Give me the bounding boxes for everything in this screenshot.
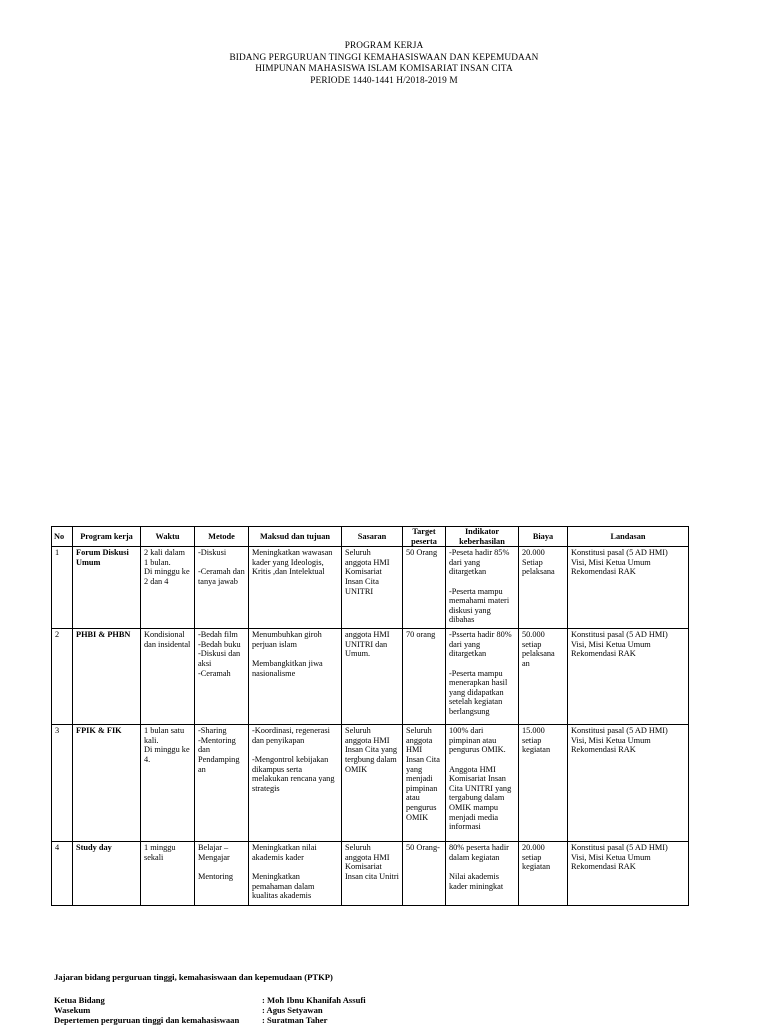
cell-sasaran xyxy=(342,629,403,725)
cell-biaya xyxy=(519,547,568,629)
document-header xyxy=(0,41,768,87)
col-header-target: Target peserta xyxy=(403,527,446,547)
cell-text: 20.000 Setiap pelaksana xyxy=(522,548,555,577)
cell-landasan xyxy=(568,725,689,842)
cell-text: -Peseta hadir 85% dari yang ditargetkan xyxy=(449,548,510,577)
staff-name: : Agus Setyawan xyxy=(262,1005,323,1015)
cell-text: 80% peserta hadir dalam kegiatan xyxy=(449,843,509,862)
table-row xyxy=(52,629,689,725)
cell-maksud xyxy=(249,629,342,725)
cell-biaya xyxy=(519,725,568,842)
cell-text: Di minggu ke 2 dan 4 xyxy=(144,567,190,586)
cell-text: Seluruh anggota HMI Komisariat Insan cita Unitri xyxy=(345,843,399,881)
col-header-biaya: Biaya xyxy=(519,527,568,547)
cell-text: Seluruh anggota HMI Insan Cita yang tergbung dalam OMIK xyxy=(345,726,398,774)
table-header-row xyxy=(52,527,689,547)
cell-text: Seluruh anggota HMI Insan Cita yang menjadi pimpinan atau pengurus OMIK xyxy=(406,726,440,822)
staff-row xyxy=(54,1005,754,1015)
cell-no: 4 xyxy=(52,842,73,906)
cell-text xyxy=(252,649,338,659)
cell-maksud xyxy=(249,725,342,842)
cell-metode xyxy=(195,842,249,906)
cell-maksud xyxy=(249,842,342,906)
cell-text: -Diskusi xyxy=(198,548,227,558)
staff-row xyxy=(54,995,754,1005)
cell-text xyxy=(252,745,338,755)
cell-text: Konstitusi pasal (5 AD HMI) Visi, Misi Ketua Umum Rekomendasi RAK xyxy=(571,630,668,659)
cell-text: Study day xyxy=(76,843,112,853)
cell-text: FPIK & FIK xyxy=(76,726,122,736)
cell-text: 15.000 setiap kegiatan xyxy=(522,726,551,755)
cell-text: -Diskusi dan aksi xyxy=(198,649,241,668)
cell-indikator xyxy=(446,725,519,842)
cell-indikator xyxy=(446,842,519,906)
cell-program xyxy=(73,547,141,629)
staff-role: Depertemen perguruan tinggi dan kemahasiswaan xyxy=(54,1015,240,1025)
cell-text: 100% dari pimpinan atau pengurus OMIK. xyxy=(449,726,506,755)
table-row xyxy=(52,725,689,842)
table-row xyxy=(52,842,689,906)
cell-text: Nilai akademis kader miningkat xyxy=(449,871,504,891)
cell-text: 2 kali dalam 1 bulan. xyxy=(144,548,186,567)
cell-text xyxy=(449,577,515,587)
cell-text: -Mengontrol kebijakan dikampus serta melakukan rencana yang strategis xyxy=(252,754,335,793)
cell-text: Konstitusi pasal (5 AD HMI) Visi, Misi Ketua Umum Rekomendasi RAK xyxy=(571,548,668,577)
cell-sasaran xyxy=(342,725,403,842)
staff-name: : Moh Ibnu Khanifah Assufi xyxy=(262,995,366,1005)
cell-biaya xyxy=(519,629,568,725)
header-organization: HIMPUNAN MAHASISWA ISLAM KOMISARIAT INSAN CITA xyxy=(255,64,513,75)
header-period: PERIODE 1440-1441 H/2018-2019 M xyxy=(310,75,458,86)
col-header-no: No xyxy=(52,527,73,547)
cell-waktu xyxy=(141,629,195,725)
cell-metode xyxy=(195,725,249,842)
cell-text xyxy=(449,755,515,765)
cell-text xyxy=(449,862,515,872)
cell-no: 1 xyxy=(52,547,73,629)
cell-text: Meningkatkan pemahaman dalam kualitas akademis xyxy=(252,871,315,901)
col-header-indikator: Indikator keberhasilan xyxy=(446,527,519,547)
cell-text: -Peserta mampu memahami materi diskusi yang dibahas xyxy=(449,586,510,625)
cell-text: 1 minggu sekali xyxy=(144,843,176,862)
cell-program xyxy=(73,842,141,906)
col-header-sasaran: Sasaran xyxy=(342,527,403,547)
cell-text xyxy=(252,862,338,872)
cell-target xyxy=(403,842,446,906)
col-header-maksud: Maksud dan tujuan xyxy=(249,527,342,547)
staff-title: Jajaran bidang perguruan tinggi, kemahasiswaan dan kepemudaan (PTKP) xyxy=(54,972,333,982)
cell-text: Membangkitkan jiwa nasionalisme xyxy=(252,658,323,678)
cell-text: -Peserta mampu menerapkan hasil yang didapatkan setelah kegiatan berlangsung xyxy=(449,668,508,716)
cell-text: -Bedah film xyxy=(198,630,238,640)
cell-text: 1 bulan satu kali. xyxy=(144,726,185,745)
col-header-waktu: Waktu xyxy=(141,527,195,547)
cell-text xyxy=(198,558,245,568)
cell-text: -Ceramah xyxy=(198,668,231,678)
header-field: BIDANG PERGURUAN TINGGI KEMAHASISWAAN DAN KEPEMUDAAN xyxy=(229,52,539,63)
cell-text: -Psserta hadir 80% dari yang ditargetkan xyxy=(449,630,512,659)
col-header-metode: Metode xyxy=(195,527,249,547)
cell-text: 50 Orang xyxy=(406,548,438,558)
cell-text: Anggota HMI Komisariat Insan Cita UNITRI yang tergabung dalam OMIK mampu menjadi media informasi xyxy=(449,764,512,832)
cell-text: Di minggu ke 4. xyxy=(144,745,190,764)
staff-name: : Suratman Taher xyxy=(262,1015,328,1025)
col-header-program: Program kerja xyxy=(73,527,141,547)
cell-text xyxy=(198,862,245,872)
staff-role: Ketua Bidang xyxy=(54,995,105,1005)
cell-indikator xyxy=(446,629,519,725)
cell-text: Konstitusi pasal (5 AD HMI) Visi, Misi Ketua Umum Rekomendasi RAK xyxy=(571,726,668,755)
table-row xyxy=(52,547,689,629)
cell-target xyxy=(403,725,446,842)
program-table xyxy=(51,526,689,906)
cell-text: anggota HMI UNITRI dan Umum. xyxy=(345,630,390,659)
cell-metode xyxy=(195,547,249,629)
cell-maksud xyxy=(249,547,342,629)
cell-indikator xyxy=(446,547,519,629)
cell-text: Konstitusi pasal (5 AD HMI) Visi, Misi Ketua Umum Rekomendasi RAK xyxy=(571,843,668,872)
cell-no: 3 xyxy=(52,725,73,842)
cell-text: 20.000 setiap kegiatan xyxy=(522,843,551,872)
cell-text: PHBI & PHBN xyxy=(76,630,131,640)
cell-no: 2 xyxy=(52,629,73,725)
cell-text: Meningkatkan wawasan kader yang Ideologis, Kritis ,dan Intelektual xyxy=(252,548,333,577)
cell-waktu xyxy=(141,725,195,842)
cell-text: Mentoring xyxy=(198,871,234,881)
cell-metode xyxy=(195,629,249,725)
cell-text: 70 orang xyxy=(406,630,436,640)
cell-text: -Koordinasi, regenerasi dan penyikapan xyxy=(252,726,330,745)
cell-text: -Sharing xyxy=(198,726,227,736)
cell-text: Kondisional dan insidental xyxy=(144,630,191,649)
cell-text: -Bedah buku xyxy=(198,639,241,649)
cell-text xyxy=(449,659,515,669)
cell-program xyxy=(73,725,141,842)
cell-text: 50 Orang- xyxy=(406,843,440,853)
cell-text: Belajar – Mengajar xyxy=(198,843,230,862)
cell-text: Menumbuhkan giroh perjuan islam xyxy=(252,630,322,649)
cell-text: 50.000 setiap pelaksana an xyxy=(522,630,555,668)
staff-role: Wasekum xyxy=(54,1005,91,1015)
cell-text: Seluruh anggota HMI Komisariat Insan Cita UNITRI xyxy=(345,548,390,596)
cell-sasaran xyxy=(342,842,403,906)
cell-biaya xyxy=(519,842,568,906)
col-header-landasan: Landasan xyxy=(568,527,689,547)
cell-text: -Ceramah dan tanya jawab xyxy=(198,567,245,586)
cell-waktu xyxy=(141,842,195,906)
cell-text: Meningkatkan nilai akademis kader xyxy=(252,843,317,862)
cell-target xyxy=(403,629,446,725)
cell-waktu xyxy=(141,547,195,629)
cell-landasan xyxy=(568,547,689,629)
ptkp-staff xyxy=(54,972,754,1025)
cell-landasan xyxy=(568,629,689,725)
cell-sasaran xyxy=(342,547,403,629)
header-title: PROGRAM KERJA xyxy=(344,41,424,51)
cell-text: -Mentoring dan Pendamping an xyxy=(198,735,240,774)
cell-landasan xyxy=(568,842,689,906)
cell-text: Forum Diskusi Umum xyxy=(76,548,129,567)
cell-program xyxy=(73,629,141,725)
cell-target xyxy=(403,547,446,629)
